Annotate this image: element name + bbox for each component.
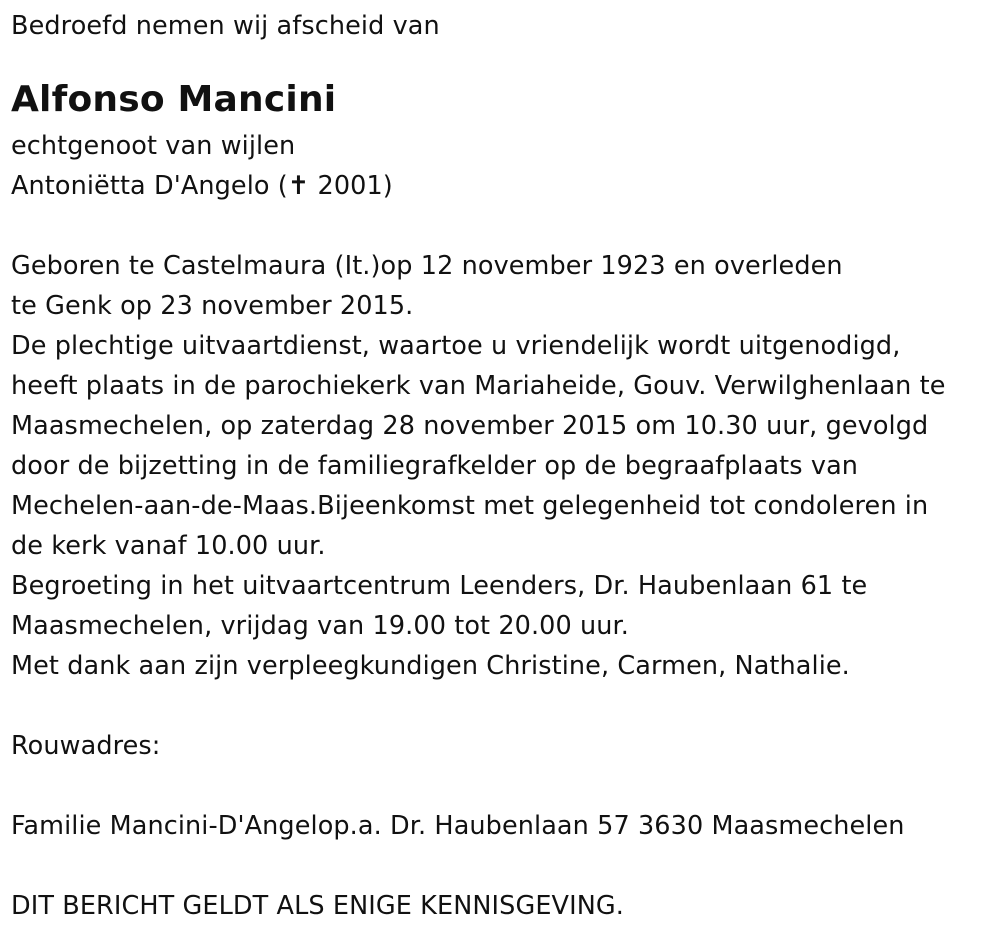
body-line: De plechtige uitvaartdienst, waartoe u vriendelijk wordt uitgenodigd,: [11, 331, 901, 361]
body-line: Mechelen-aan-de-Maas.Bijeenkomst met gelegenheid tot condoleren in: [11, 491, 929, 521]
body-line: door de bijzetting in de familiegrafkelder op de begraafplaats van: [11, 451, 859, 481]
spacer: [11, 206, 996, 246]
body-line: heeft plaats in de parochiekerk van Mariaheide, Gouv. Verwilghenlaan te: [11, 371, 946, 401]
intro-text: Bedroefd nemen wij afscheid van: [11, 11, 440, 41]
obituary-notice: [11, 6, 996, 926]
spouse-line-2: Antoniëtta D'Angelo (✝ 2001): [11, 171, 393, 201]
notice-body: [11, 246, 996, 686]
body-line: Met dank aan zijn verpleegkundigen Christine, Carmen, Nathalie.: [11, 651, 850, 681]
body-line: Geboren te Castelmaura (It.)op 12 november 1923 en overleden: [11, 251, 843, 281]
body-line: Begroeting in het uitvaartcentrum Leenders, Dr. Haubenlaan 61 te: [11, 571, 868, 601]
spouse-line-1: echtgenoot van wijlen: [11, 131, 296, 161]
body-line: de kerk vanaf 10.00 uur.: [11, 531, 326, 561]
spacer: [11, 46, 996, 74]
body-line: te Genk op 23 november 2015.: [11, 291, 414, 321]
body-line: Maasmechelen, vrijdag van 19.00 tot 20.00 uur.: [11, 611, 630, 641]
deceased-name: Alfonso Mancini: [11, 79, 337, 120]
spacer: [11, 686, 996, 726]
address-label: Rouwadres:: [11, 731, 161, 761]
mourning-address: Familie Mancini-D'Angelop.a. Dr. Haubenlaan 57 3630 Maasmechelen: [11, 811, 905, 841]
body-line: Maasmechelen, op zaterdag 28 november 2015 om 10.30 uur, gevolgd: [11, 411, 929, 441]
footer-notice: DIT BERICHT GELDT ALS ENIGE KENNISGEVING.: [11, 891, 624, 921]
spacer: [11, 766, 996, 806]
spacer: [11, 846, 996, 886]
